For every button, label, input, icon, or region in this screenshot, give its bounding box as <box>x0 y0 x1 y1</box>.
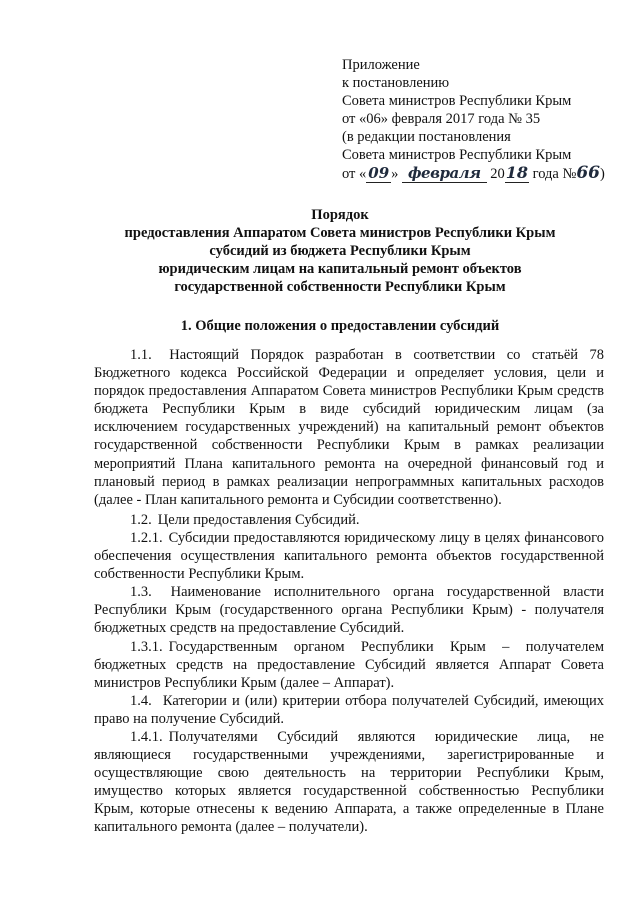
paragraph-text: Настоящий Порядок разработан в соответствии со статьёй 78 Бюджетного кодекса Российской Федерации и определяет условия, цели и порядок предоставления Аппаратом Совета министров Республики Крым средств бюджета Республики Крым в виде субсидий юридическим лицам (за исключением государственных учреждений) на капитальный ремонт объектов государственной собственности Республики Крым в рамках реализации мероприятий Плана капитального ремонта на очередной финансовый год и плановый период в рамках реализации непрограммных капитальных расходов (далее - План капитального ремонта и Субсидии соответственно). <box>94 347 604 508</box>
header-line-4: от «06» февраля 2017 года № 35 <box>342 111 541 127</box>
paragraph-number: 1.3. <box>130 584 152 601</box>
paragraph <box>94 728 604 837</box>
header-line-3: Совета министров Республики Крым <box>342 93 572 109</box>
date-prefix: от « <box>342 166 367 182</box>
header-line-5: (в редакции постановления <box>342 129 511 145</box>
handwritten-month: февраля <box>402 164 487 183</box>
paragraph-text: Цели предоставления Субсидий. <box>157 511 360 528</box>
approval-header <box>342 56 634 183</box>
section-heading: 1. Общие положения о предоставлении субсидий <box>180 318 500 334</box>
paragraph-text: Наименование исполнительного органа государственной власти Республики Крым (государственного органа Республики Крым) - получателя бюджетных средств на предоставление Субсидий. <box>94 584 605 637</box>
close-paren: ) <box>599 166 605 182</box>
document-body <box>94 346 604 837</box>
number-sign: № <box>562 166 577 182</box>
year-label: года <box>532 166 559 182</box>
handwritten-number: 66 <box>576 163 600 183</box>
handwritten-year: 18 <box>505 163 528 182</box>
paragraph <box>94 692 604 728</box>
header-line-7 <box>342 164 634 183</box>
date-quote: » <box>391 166 399 182</box>
paragraph <box>94 346 604 509</box>
year-prefix: 20 <box>490 166 505 182</box>
paragraph <box>94 529 604 583</box>
paragraph-text: Категории и (или) критерии отбора получателей Субсидий, имеющих право на получение Субсидий. <box>94 692 605 727</box>
paragraph-number: 1.4.1. <box>130 728 163 745</box>
paragraph-number: 1.4. <box>130 692 152 709</box>
document-title <box>80 206 600 296</box>
paragraph-text: Получателями Субсидий являются юридические лица, не являющиеся государственными учреждениями, зарегистрированные и осуществляющие свою деятельность на территории Республики Крым, имущество которых является государственной собственностью Республики Крым, которые отнесены к ведению Аппарата, а также определенные в Плане капитального ремонта (далее – получатели). <box>94 728 604 836</box>
paragraph <box>94 638 604 692</box>
header-line-1: Приложение <box>342 57 420 73</box>
handwritten-day: 09 <box>368 164 390 182</box>
header-line-2: к постановлению <box>342 75 450 91</box>
title-line-2: предоставления Аппаратом Совета министров Республики Крым <box>124 225 556 241</box>
paragraph-number: 1.1. <box>130 347 152 363</box>
paragraph-text: Государственным органом Республики Крым – получателем бюджетных средств на предоставление Субсидий является Аппарат Совета министров Республики Крым (далее – Аппарат). <box>94 638 604 691</box>
title-line-3: субсидий из бюджета Республики Крым <box>209 243 471 259</box>
title-line-1: Порядок <box>311 207 369 223</box>
paragraph-text: Субсидии предоставляются юридическому лицу в целях финансового обеспечения осуществления капитального ремонта объектов государственной собственности Республики Крым. <box>94 529 604 583</box>
paragraph-number: 1.2.1. <box>130 529 163 546</box>
paragraph-number: 1.3.1. <box>130 638 163 655</box>
title-line-4: юридическим лицам на капитальный ремонт объектов <box>158 261 522 277</box>
paragraph <box>94 511 604 529</box>
title-line-5: государственной собственности Республики Крым <box>174 279 506 295</box>
paragraph-number: 1.2. <box>130 511 152 528</box>
paragraph <box>94 583 604 637</box>
header-line-6: Совета министров Республики Крым <box>342 147 572 163</box>
